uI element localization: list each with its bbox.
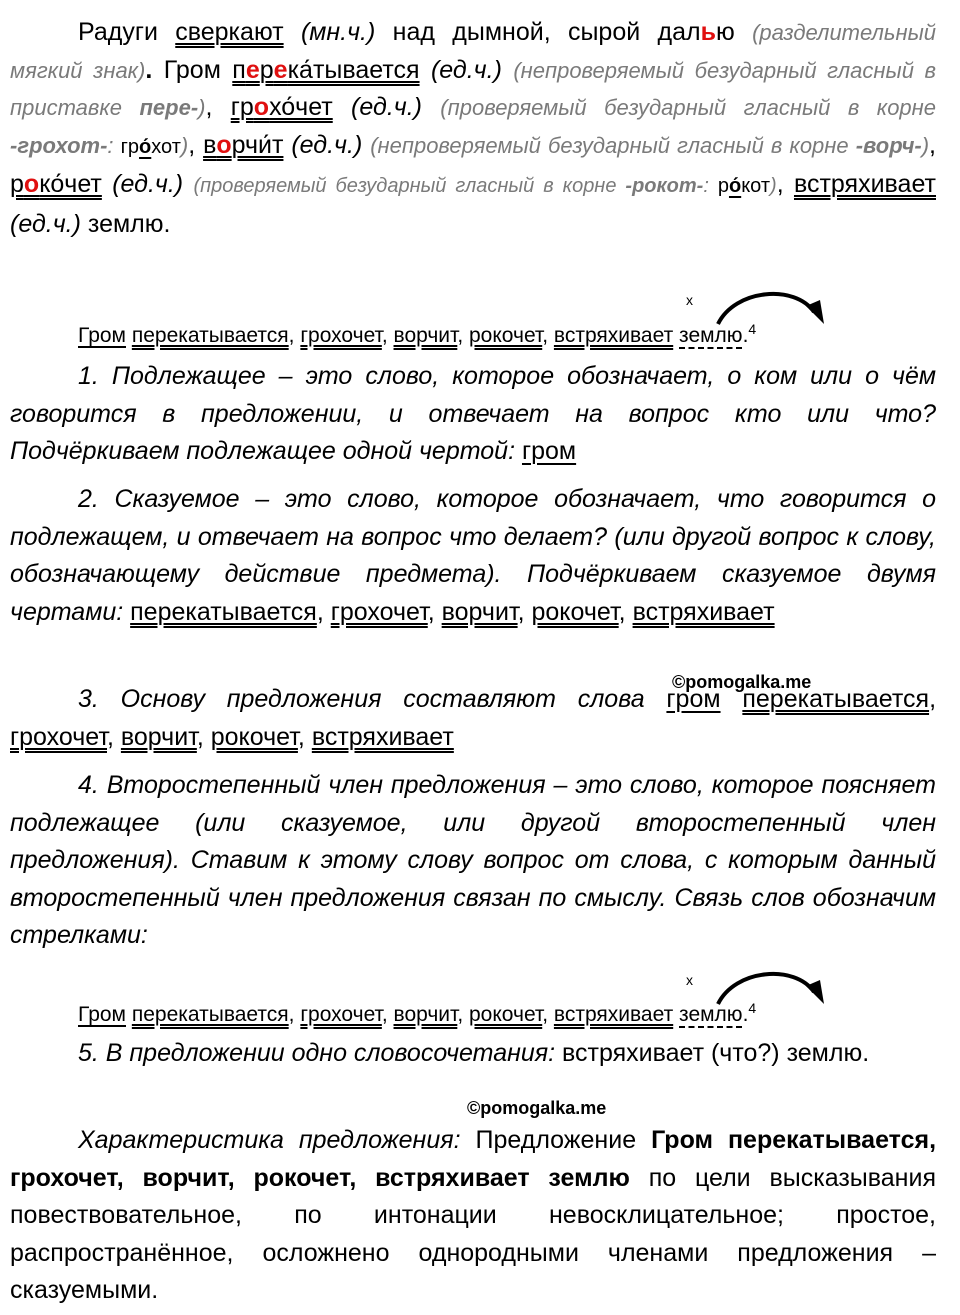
comma: , [776,170,784,198]
note-singular: (ед.ч.) [351,93,422,121]
note-root-vorch: (непроверяемый безударный гласный в корне -ворч-) [370,132,930,158]
note-singular: (ед.ч.) [430,55,502,84]
scheme-predicate-1: перекатывается [131,1003,289,1026]
intro-paragraph [10,14,936,243]
scheme-object: землю [679,324,743,347]
comma: , [205,93,213,121]
check-word-rokot: ро́кот [717,175,771,197]
note-plural: (мн.ч.) [300,18,376,46]
scheme-predicate-3: ворчит [393,1003,458,1026]
item-5: 5. В предложении одно словосочетания: встряхивает (что?) землю. [78,1039,870,1067]
object-zemlyu: землю. [87,209,171,238]
watermark: ©pomogalka.me [467,1098,607,1118]
footnote-mark: 4 [748,1000,757,1016]
scheme-predicate-2: грохочет [300,324,382,347]
object-mark: x [686,292,693,308]
note-root-grokhot: (проверяемый безударный гласный в корне -грохот-: гро́хот) [10,95,937,158]
note-singular: (ед.ч.) [291,130,363,159]
item-1: 1. Подлежащее – это слово, которое обозначает, о ком или о чём говорится в предложении, и отвечает на вопрос кто или что? Подчёркиваем подлежащее одной чертой: гром [10,362,936,465]
scheme-subject: Гром [78,1003,126,1026]
scheme-predicate-5: встряхивает [553,1003,674,1026]
item-3: 3. Основу предложения составляют слова гром перекатывается, грохочет, ворчит, рокочет, встряхивает [10,685,937,751]
note-singular: (ед.ч.) [10,209,81,238]
predicate-vorchit: ворчи́т [203,130,284,159]
word-radugi: Радуги [78,18,158,46]
scheme-predicate-5: встряхивает [553,324,674,347]
scheme-predicate-3: ворчит [393,324,458,347]
note-soft-sign: (разделительный мягкий знак) [10,20,937,83]
note-singular: (ед.ч.) [112,170,184,198]
comma: , [188,130,196,159]
predicate-sverkayut: сверкают [175,18,284,46]
predicate-perekatyvaetsya: перека́тывается [232,55,420,84]
scheme-object: землю [679,1003,743,1026]
sentence-scheme-2: Гром перекатывается, грохочет, ворчит, рокочет, встряхивает землю.$^4$ [78,1000,757,1026]
comma: , [929,130,936,159]
scheme-predicate-4: рокочет [469,324,543,347]
scheme-predicate-4: рокочет [469,1003,543,1026]
subject-grom: Гром [163,55,221,84]
predicate-rokochet: роко́чет [10,170,102,198]
item-2: 2. Сказуемое – это слово, которое обозначает, что говорится о подлежащем, и отвечает на вопрос что делает? (или другой вопрос к слову, обозначающему действие предмета). Подчёркиваем сказуемое двумя чертами: перекатывается, грохочет, ворчит, рокочет, встряхивает [10,485,936,626]
item-4: 4. Второстепенный член предложения – это слово, которое поясняет подлежащее (или сказуемое, или другой второстепенный член предложения). Ставим к этому слову вопрос от слова, с которым данный второстепенный член предложения связан по смыслу. Связь слов обозначим стрелками: [10,771,936,949]
text-fragment: над дымной, сырой [392,18,641,46]
note-prefix: (непроверяемый безударный гласный в приставке пере-) [10,57,936,120]
footnote-mark: 4 [748,321,757,337]
word-dalyu: далью [657,18,735,46]
predicate-vstryakhivaet: встряхивает [793,170,936,198]
scheme-predicate-2: грохочет [300,1003,382,1026]
check-word-grokhot: гро́хот [120,135,181,158]
sentence-scheme-1: Гром перекатывается, грохочет, ворчит, рокочет, встряхивает землю.$^4$ [78,321,757,347]
scheme-subject: Гром [78,324,126,347]
subject-word: гром [521,437,577,465]
predicate-grokhochet: грохо́чет [230,93,333,121]
scheme-predicate-1: перекатывается [131,324,289,347]
object-mark: x [686,972,693,988]
note-root-rokot: (проверяемый безударный гласный в корне -рокот-: ро́кот) [193,175,777,197]
watermark: ©pomogalka.me [672,672,812,692]
sentence-characteristic: Характеристика предложения: Предложение Гром перекатывается, грохочет, ворчит, рокочет, встряхивает землю по цели высказывания повествовательное, по интонации невосклицательное; простое, распространённое, осложнено однородными членами предложения – сказуемыми. [10,1126,937,1304]
period: . [145,55,153,84]
